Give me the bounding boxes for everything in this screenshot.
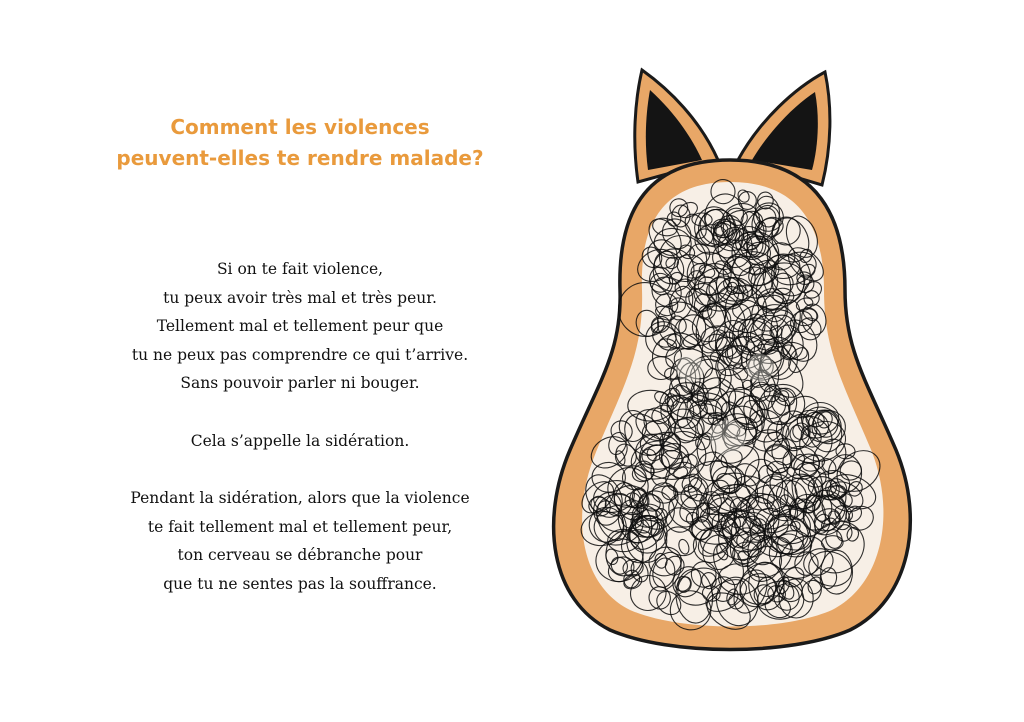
text-line: Sans pouvoir parler ni bouger. [180,374,420,392]
text-line: Pendant la sidération, alors que la violence [130,489,470,507]
text-line: Tellement mal et tellement peur que [156,317,444,335]
right-eye-hollow [746,354,774,382]
mouth-hollow [710,420,746,456]
text-line: tu ne peux pas comprendre ce qui t’arrive. [131,345,469,364]
text-line: tu peux avoir très mal et très peur. [163,288,437,307]
creature-illustration [540,60,930,660]
stanza-2 [80,427,520,456]
text-line: Si on te fait violence, [216,260,384,278]
text-line: Cela s’appelle la sidération. [190,431,410,450]
text-line: que tu ne sentes pas la souffrance. [163,574,437,593]
text-column [80,112,520,627]
stanza-1 [80,255,520,398]
text-line: te fait tellement mal et tellement peur, [147,517,453,536]
body-text [80,255,520,598]
text-line: ton cerveau se débranche pour [177,546,423,564]
creature-svg [540,60,930,660]
title-line-1: Comment les violences [170,115,430,139]
stanza-3 [80,484,520,598]
left-eye-hollow [676,354,704,382]
page-title [80,112,520,174]
title-line-2: peuvent-elles te rendre malade? [116,146,484,170]
